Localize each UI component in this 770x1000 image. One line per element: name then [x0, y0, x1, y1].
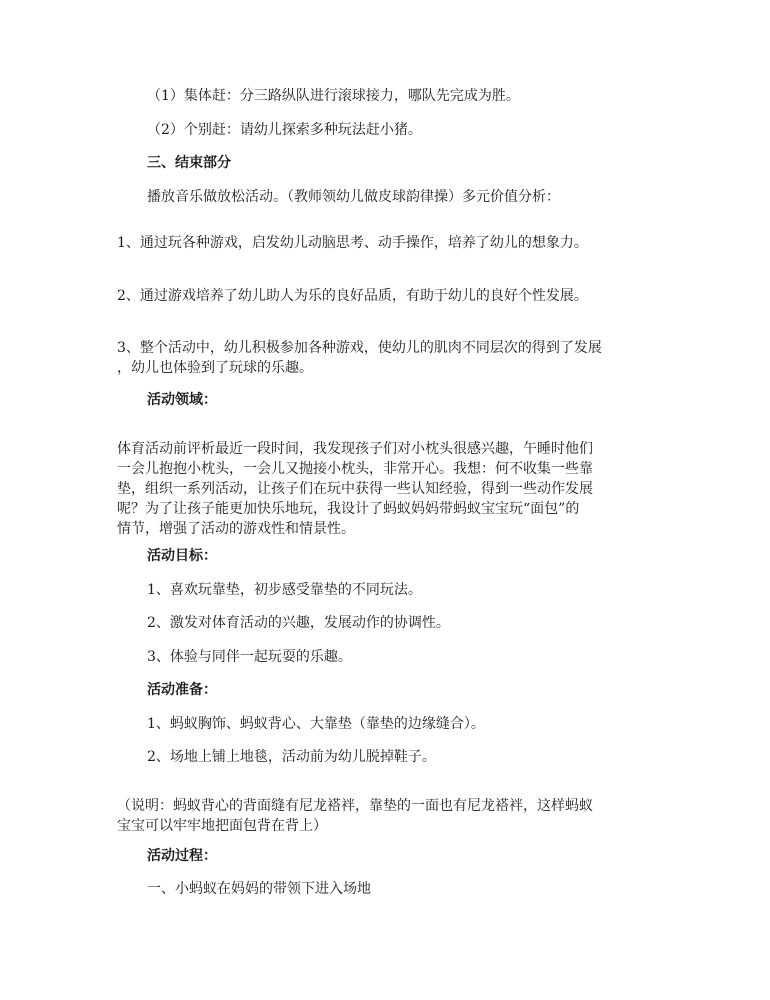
value-item-3 — [117, 338, 662, 378]
domain-line-2: 一会儿抱抱小枕头，一会儿又抛接小枕头，非常开心。我想：何不收集一些靠 — [117, 461, 593, 477]
heading-activity-process: 活动过程： — [147, 848, 217, 864]
heading-activity-preparation: 活动准备： — [147, 682, 217, 698]
domain-line-5: 情节，增强了活动的游戏性和情景性。 — [117, 521, 355, 537]
goal-item-3: 3、体验与同伴一起玩耍的乐趣。 — [147, 649, 352, 665]
value-item-2: 2、通过游戏培养了幼儿助人为乐的良好品质，有助于幼儿的良好个性发展。 — [117, 288, 588, 304]
goal-item-1: 1、喜欢玩靠垫，初步感受靠垫的不同玩法。 — [147, 582, 422, 598]
note-line-1: （说明：蚂蚁背心的背面缝有尼龙褡袢，靠垫的一面也有尼龙褡袢，这样蚂蚁 — [117, 798, 593, 814]
domain-line-3: 垫，组织一系列活动，让孩子们在玩中获得一些认知经验，得到一些动作发展 — [117, 481, 593, 497]
goal-item-2: 2、激发对体育活动的兴趣，发展动作的协调性。 — [147, 615, 450, 631]
paragraph-note — [117, 796, 662, 836]
process-step-1: 一、小蚂蚁在妈妈的带领下进入场地 — [147, 881, 371, 897]
heading-activity-goals: 活动目标： — [147, 548, 217, 564]
paragraph-individual: （2）个别赶：请幼儿探索多种玩法赶小猪。 — [147, 122, 422, 138]
domain-line-1: 体育活动前评析最近一段时间，我发现孩子们对小枕头很感兴趣，午睡时他们 — [117, 441, 593, 457]
heading-end-section: 三、结束部分 — [147, 155, 231, 171]
note-line-2: 宝宝可以牢牢地把面包背在背上） — [117, 818, 327, 834]
paragraph-relay: （1）集体赶：分三路纵队进行滚球接力，哪队先完成为胜。 — [147, 88, 520, 104]
heading-activity-domain: 活动领域： — [147, 392, 217, 408]
domain-line-4: 呢？为了让孩子能更加快乐地玩，我设计了蚂蚁妈妈带蚂蚁宝宝玩“面包”的 — [117, 501, 580, 517]
value-item-1: 1、通过玩各种游戏，启发幼儿动脑思考、动手操作，培养了幼儿的想象力。 — [117, 235, 588, 251]
prep-item-2: 2、场地上铺上地毯，活动前为幼儿脱掉鞋子。 — [147, 749, 436, 765]
value-item-3-line-2: ，幼儿也体验到了玩球的乐趣。 — [117, 360, 313, 376]
value-item-3-line-1: 3、整个活动中，幼儿积极参加各种游戏，使幼儿的肌肉不同层次的得到了发展 — [117, 340, 602, 356]
paragraph-relax: 播放音乐做放松活动。（教师领幼儿做皮球韵律操）多元价值分析： — [147, 189, 560, 205]
prep-item-1: 1、蚂蚁胸饰、蚂蚁背心、大靠垫（靠垫的边缘缝合）。 — [147, 716, 485, 732]
paragraph-domain — [117, 439, 662, 539]
